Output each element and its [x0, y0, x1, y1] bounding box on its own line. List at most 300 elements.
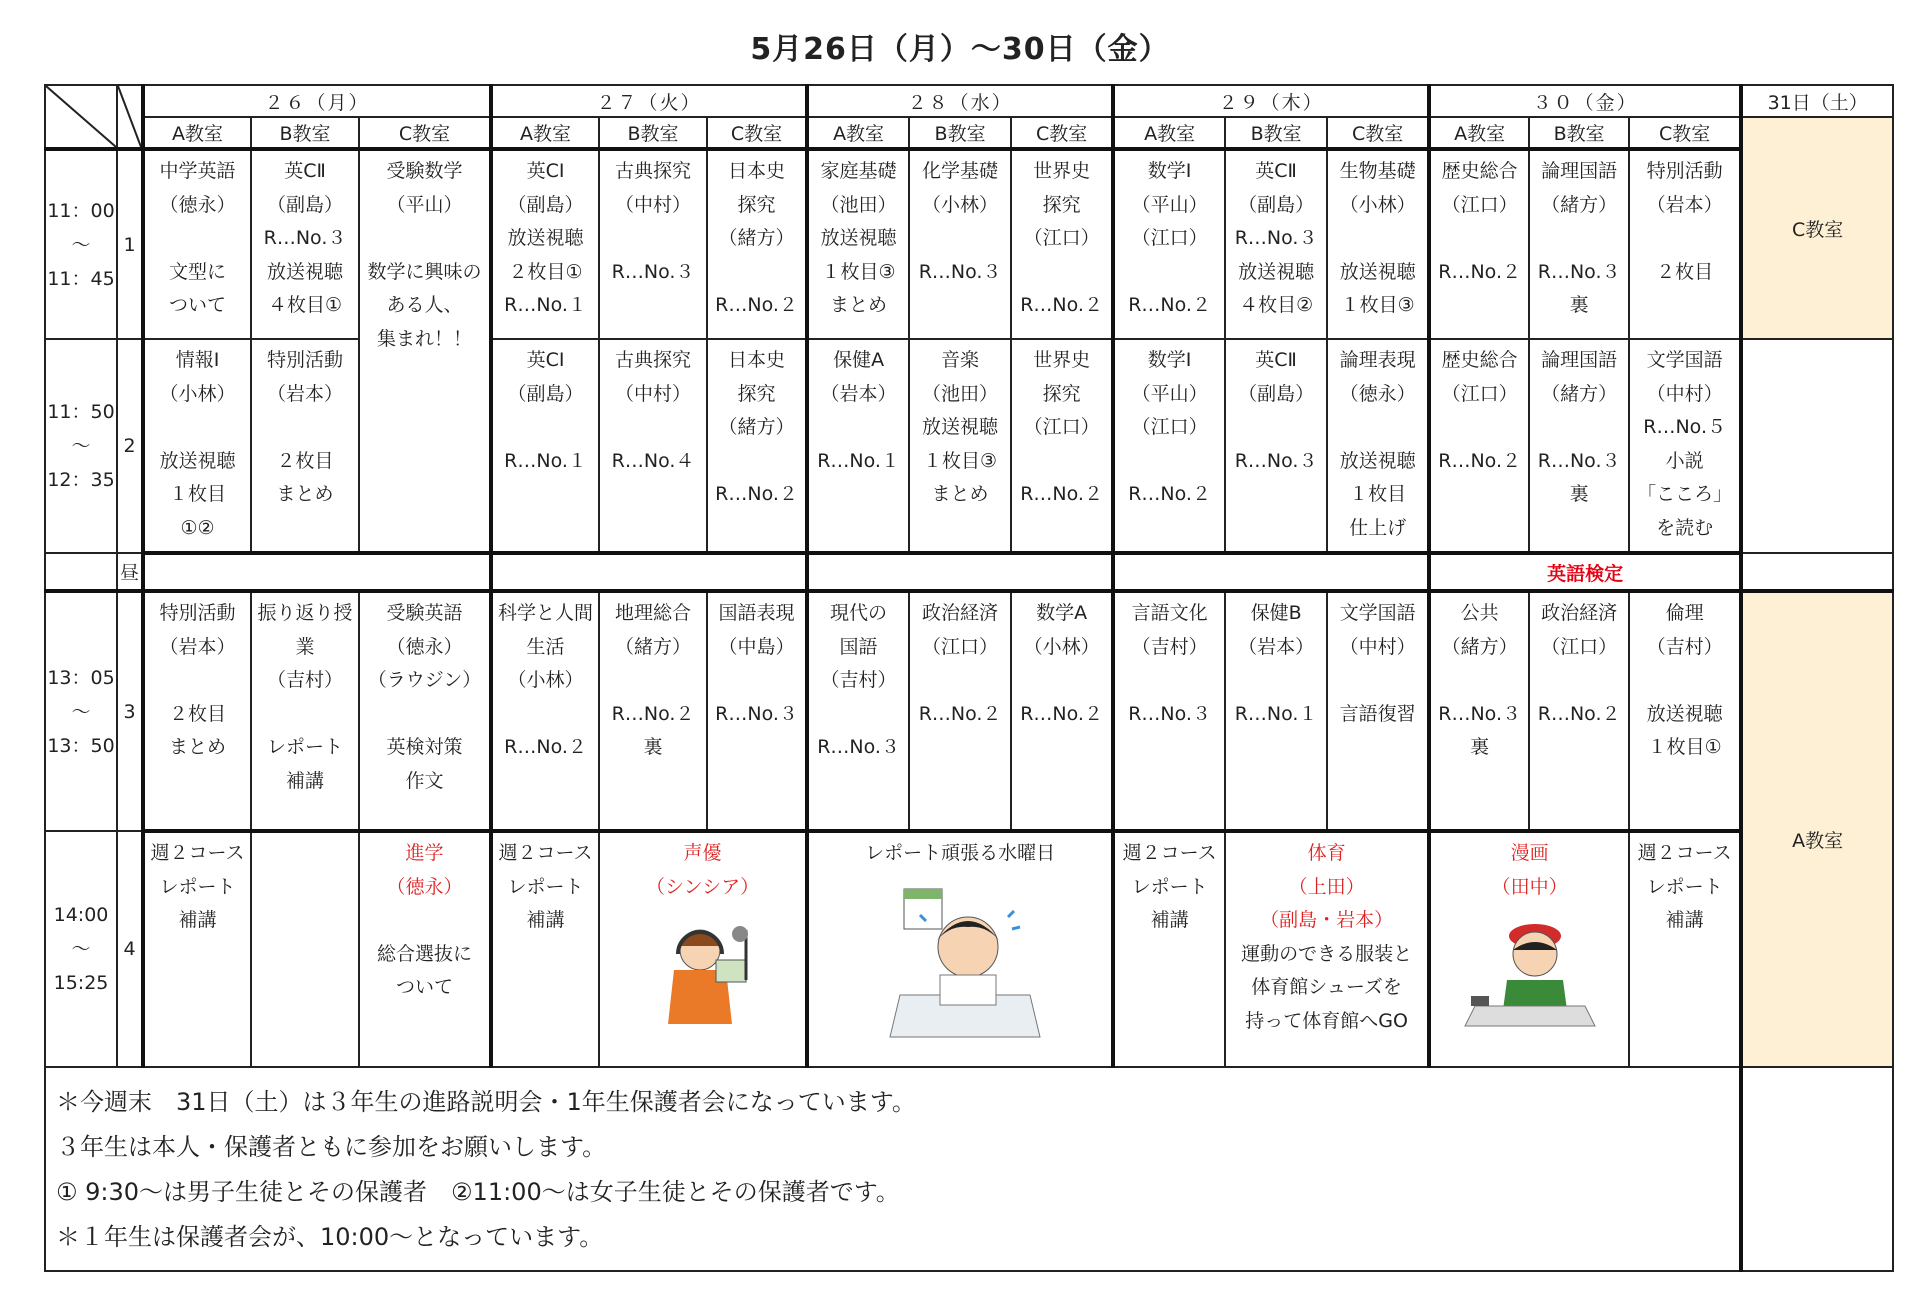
cell-line: ついて [396, 976, 454, 999]
cell-line: 倫理 [1665, 602, 1704, 624]
cell-line: 情報Ⅰ [175, 349, 220, 371]
cell-line: まとめ [931, 483, 989, 506]
cell-lines [1328, 151, 1427, 323]
class-cell-empty [251, 831, 359, 1067]
cell-line: ２枚目 [276, 449, 334, 472]
cell-line: R…No.２ [1537, 702, 1621, 725]
class-cell [1113, 591, 1225, 831]
class-cell [491, 339, 599, 553]
manga-cell [1429, 831, 1629, 1067]
cell-line: （上田） [1288, 875, 1365, 898]
time-line: 14:00 [53, 904, 109, 926]
cell-line [1530, 411, 1628, 445]
cell-line: （徳永） [386, 635, 463, 658]
cell-line: R…No.２ [1020, 294, 1103, 317]
class-cell [1629, 339, 1741, 553]
time-line: ～ [71, 700, 91, 723]
cell-line: 英CⅠ [526, 349, 565, 371]
diagonal-line [118, 86, 141, 147]
cell-line: R…No.１ [504, 449, 587, 472]
cell-line: （徳永） [159, 193, 236, 216]
cell-line: 探究 [1042, 382, 1081, 405]
cell-line: R…No.２ [1438, 260, 1521, 283]
lunch-time-blank [45, 553, 117, 591]
class-cell [1225, 591, 1327, 831]
cell-line: 化学基礎 [922, 160, 999, 182]
cell-line [600, 222, 706, 256]
cell-line: （緒方） [718, 416, 795, 439]
class-cell [599, 339, 707, 553]
sat-notes-blank [1741, 1067, 1893, 1271]
cell-line: 地理総合 [615, 602, 692, 624]
cell-line: （中村） [1339, 635, 1416, 658]
cell-lines [809, 151, 908, 323]
cell-line: 放送視聴 [266, 260, 343, 283]
cell-lines [1431, 593, 1528, 765]
cell-line: R…No.２ [715, 294, 798, 317]
cell-line: 放送視聴 [820, 227, 897, 250]
cell-line: 放送視聴 [1238, 260, 1315, 283]
day-header-mon: ２６（月） [143, 85, 491, 117]
cell-line: （江口） [1441, 382, 1518, 405]
cell-line: レポート [1131, 875, 1208, 898]
cell-line: 裏 [1569, 294, 1589, 317]
cell-line [1115, 256, 1224, 290]
cell-line: 運動のできる服装と [1241, 942, 1413, 965]
lunch-cell [491, 553, 807, 591]
cell-lines [1226, 340, 1326, 478]
cell-lines [708, 593, 805, 731]
note-line-2: ３年生は本人・保護者ともに参加をお願いします。 [56, 1133, 607, 1161]
cell-line: 保健B [1250, 602, 1302, 624]
cell-lines [493, 833, 598, 938]
cell-line: １枚目① [1647, 736, 1722, 759]
class-cell [1529, 339, 1629, 553]
cell-line: （小林） [1023, 635, 1100, 658]
cell-line: 文学国語 [1646, 349, 1723, 371]
room-header: B教室 [1225, 117, 1327, 149]
cell-line [910, 664, 1010, 698]
cell-lines [360, 593, 489, 799]
cell-line: まとめ [276, 483, 334, 506]
cell-line: （ラウジン） [367, 669, 482, 692]
note-line-1: ＊今週末 31日（土）は３年生の進路説明会・1年生保護者会になっています。 [56, 1088, 916, 1116]
cell-line: 日本史 [728, 160, 786, 182]
cell-lines [600, 833, 805, 904]
cell-line: （緒方） [1441, 635, 1518, 658]
cell-line: ２枚目① [508, 260, 583, 283]
class-cell [807, 591, 909, 831]
cell-lines [252, 151, 358, 323]
cell-line: R…No.２ [1128, 483, 1211, 506]
cell-lines [1431, 151, 1528, 289]
lunch-cell [143, 553, 491, 591]
note-line-3: ① 9:30～は男子生徒とその保護者 ②11:00～は女子生徒とその保護者です。 [56, 1178, 900, 1206]
cell-line: R…No.３ [1438, 702, 1521, 725]
class-cell [1629, 831, 1741, 1067]
time-line: ～ [71, 233, 91, 256]
cell-line: 公共 [1460, 602, 1499, 624]
cell-line: 科学と人間 [498, 602, 594, 624]
class-cell [1529, 149, 1629, 339]
class-cell [1429, 149, 1529, 339]
room-header: C教室 [359, 117, 491, 149]
class-cell [807, 149, 909, 339]
cell-line: 補講 [1150, 909, 1189, 932]
cell-lines [1115, 151, 1224, 323]
cell-line: R…No.２ [1438, 449, 1521, 472]
cell-line: （徳永） [1339, 382, 1416, 405]
cell-line: 文型に [168, 260, 226, 283]
cell-line: （副島） [266, 193, 343, 216]
cell-line: （副島） [507, 382, 584, 405]
cell-line: （岩本） [1646, 193, 1723, 216]
class-cell [1113, 339, 1225, 553]
lunch-cell [807, 553, 1113, 591]
cell-lines [600, 340, 706, 478]
cell-line: （副島） [507, 193, 584, 216]
cell-line: 古典探究 [615, 160, 692, 182]
studying-student-illustration [860, 877, 1060, 1047]
cell-line [360, 698, 489, 732]
cell-line: 国語 [839, 635, 878, 658]
cell-line: R…No.３ [263, 227, 347, 250]
cell-line: R…No.３ [918, 260, 1002, 283]
cell-line: 受験英語 [386, 602, 463, 624]
class-cell [491, 591, 599, 831]
cell-line: 放送視聴 [922, 416, 999, 439]
cell-lines [1630, 151, 1739, 289]
diagonal-line [46, 86, 116, 147]
cell-line: （吉村） [820, 669, 897, 692]
cell-line: 世界史 [1033, 160, 1091, 182]
cell-line: 生活 [526, 635, 565, 658]
cell-line: 文学国語 [1339, 602, 1416, 624]
voice-actor-illustration [628, 910, 778, 1026]
cell-line: 数学Ⅰ [1147, 160, 1192, 182]
cell-line: １枚目③ [923, 449, 998, 472]
cell-line: 放送視聴 [1646, 702, 1723, 725]
cell-line [1226, 664, 1326, 698]
cell-line: 仕上げ [1349, 516, 1407, 539]
cell-line [1328, 411, 1427, 445]
class-cell [909, 149, 1011, 339]
cell-line: 「こころ」 [1637, 483, 1733, 506]
cell-line: R…No.３ [715, 702, 798, 725]
cell-line [145, 411, 250, 445]
cell-lines [1226, 833, 1427, 1039]
cell-line [1431, 222, 1528, 256]
class-cell [251, 591, 359, 831]
note-line-4: ＊１年生は保護者会が、10:00～となっています。 [56, 1223, 604, 1251]
cell-line [1115, 445, 1224, 479]
cell-lines [1226, 151, 1326, 323]
cell-lines [910, 340, 1010, 512]
time-line: 13：05 [47, 666, 115, 689]
time-line: ～ [71, 435, 91, 457]
class-cell [143, 149, 251, 339]
cell-line [360, 222, 489, 256]
cell-line: （岩本） [159, 635, 236, 658]
time-line: 13：50 [47, 734, 115, 757]
day-header-fri: ３０（金） [1429, 85, 1741, 117]
cell-line: （吉村） [1646, 635, 1723, 658]
cell-line: 総合選抜に [377, 942, 473, 965]
cell-line: （中村） [615, 382, 692, 405]
cell-line [360, 904, 489, 938]
cell-line: 体育 [1307, 842, 1346, 864]
cell-lines [1530, 340, 1628, 512]
cell-line: ある人、 [386, 294, 463, 317]
cell-lines [1012, 151, 1111, 323]
period-number: 3 [117, 591, 143, 831]
class-cell [1327, 149, 1429, 339]
class-cell [1225, 339, 1327, 553]
cell-line: 歴史総合 [1441, 349, 1518, 371]
cell-lines [493, 151, 598, 323]
time-line: 11：50 [47, 401, 115, 423]
cell-line: 英CⅡ [1255, 160, 1297, 182]
cell-line: R…No.２ [1020, 702, 1103, 725]
cell-line: 家庭基礎 [820, 160, 897, 182]
sat-lunch-blank [1741, 553, 1893, 591]
cell-line: 音楽 [941, 349, 980, 371]
cell-line: 進学 [405, 842, 444, 864]
cell-line: まとめ [168, 736, 226, 759]
cell-line: 保健A [833, 349, 885, 371]
cell-line: 論理国語 [1541, 160, 1618, 182]
cell-line: 歴史総合 [1441, 160, 1518, 182]
cell-line: 補講 [178, 909, 217, 932]
cell-line: R…No.３ [817, 736, 900, 759]
cell-line: ２枚目 [1656, 260, 1714, 283]
cell-line: （江口） [1131, 416, 1208, 439]
period-time [45, 591, 117, 831]
class-cell [491, 831, 599, 1067]
cell-lines [1431, 833, 1628, 904]
cell-lines [1115, 833, 1224, 938]
cell-line: （徳永） [386, 875, 463, 898]
cell-line: （池田） [820, 193, 897, 216]
cell-line: R…No.３ [1537, 260, 1621, 283]
cell-line [1431, 411, 1528, 445]
cell-line: 小説 [1665, 449, 1704, 472]
cell-line: 英CⅠ [526, 160, 565, 182]
cell-line: R…No.１ [504, 294, 587, 317]
cell-lines [1012, 593, 1111, 731]
cell-line: 特別活動 [266, 349, 343, 371]
room-header: C教室 [1011, 117, 1113, 149]
cell-line: 裏 [1569, 483, 1589, 506]
cell-line: まとめ [830, 294, 888, 317]
cell-lines [360, 151, 489, 357]
cell-line: 探究 [737, 193, 776, 216]
class-cell [1011, 149, 1113, 339]
cell-line: 言語文化 [1131, 602, 1208, 624]
cell-line: 生物基礎 [1339, 160, 1416, 182]
day-header-tue: ２７（火） [491, 85, 807, 117]
cell-line: 週２コース [1637, 842, 1732, 864]
room-header: C教室 [707, 117, 807, 149]
cell-line: （副島・岩本） [1260, 909, 1394, 932]
cell-line: （岩本） [1238, 635, 1315, 658]
cell-line: 現代の [830, 602, 888, 624]
cell-line: 振り返り授 [257, 602, 353, 624]
cell-line: （岩本） [266, 382, 343, 405]
cell-lines [600, 151, 706, 289]
period-number: 2 [117, 339, 143, 553]
cell-line: 漫画 [1510, 842, 1549, 864]
cell-line: （江口） [1131, 227, 1208, 250]
cell-line: 古典探究 [615, 349, 692, 371]
cell-lines [145, 340, 250, 546]
class-cell [251, 339, 359, 553]
manga-artist-illustration [1455, 910, 1605, 1030]
cell-line: 政治経済 [922, 602, 999, 624]
period-time [45, 831, 117, 1067]
class-cell [491, 149, 599, 339]
cell-lines [1115, 340, 1224, 512]
cell-line [493, 698, 598, 732]
voice-acting-cell [599, 831, 807, 1067]
cell-line [809, 411, 908, 445]
class-cell [143, 339, 251, 553]
cell-line: （緒方） [1541, 382, 1618, 405]
class-cell [143, 591, 251, 831]
cell-line: １枚目 [168, 483, 226, 506]
cell-line: （江口） [1541, 635, 1618, 658]
time-line: 11：45 [47, 267, 115, 290]
cell-lines [493, 593, 598, 765]
cell-line: （岩本） [820, 382, 897, 405]
cell-line: 裏 [1470, 736, 1490, 759]
cell-line: 政治経済 [1541, 602, 1618, 624]
cell-line [145, 222, 250, 256]
cell-line: （平山） [386, 193, 463, 216]
class-cell [1327, 339, 1429, 553]
cell-line: 裏 [643, 736, 663, 759]
class-cell [359, 831, 491, 1067]
cell-line [493, 411, 598, 445]
cell-lines [1530, 151, 1628, 323]
cell-line: （緒方） [615, 635, 692, 658]
cell-line: （中村） [615, 193, 692, 216]
cell-line: 特別活動 [1646, 160, 1723, 182]
cell-line: 日本史 [728, 349, 786, 371]
cell-line: を読む [1656, 516, 1714, 539]
cell-lines [252, 593, 358, 799]
cell-line: ①② [180, 516, 215, 539]
class-cell [143, 831, 251, 1067]
cell-line: ４枚目① [267, 294, 343, 317]
day-header-sat: 31日（土） [1741, 85, 1893, 117]
cell-line: １枚目③ [1340, 294, 1415, 317]
class-cell [1629, 149, 1741, 339]
cell-line: 作文 [405, 769, 444, 792]
cell-lines [1115, 593, 1224, 731]
cell-line: 言語復習 [1339, 702, 1416, 725]
class-cell [251, 149, 359, 339]
class-cell [707, 339, 807, 553]
cell-line: R…No.３ [1128, 702, 1211, 725]
cell-line: ２枚目 [168, 702, 226, 725]
cell-line [252, 698, 358, 732]
class-cell [599, 591, 707, 831]
cell-lines [360, 833, 489, 1005]
cell-line [1226, 411, 1326, 445]
schedule-table [44, 84, 1894, 1272]
cell-lines [1328, 340, 1427, 546]
cell-line: レポート [507, 875, 584, 898]
cell-lines [493, 340, 598, 478]
cell-line: 補講 [1665, 909, 1704, 932]
cell-line: R…No.３ [1537, 449, 1621, 472]
cell-line [1630, 664, 1739, 698]
time-line: ～ [71, 938, 91, 960]
class-cell [909, 591, 1011, 831]
cell-line: 英検対策 [386, 736, 463, 759]
room-header: B教室 [251, 117, 359, 149]
cell-line: 補講 [526, 909, 565, 932]
room-header: C教室 [1327, 117, 1429, 149]
cell-line: ついて [168, 294, 226, 317]
sat-room-1: C教室 [1741, 117, 1893, 339]
cell-lines [809, 340, 908, 478]
lunch-label: 昼 [117, 553, 143, 591]
cell-lines [145, 593, 250, 765]
cell-line: （副島） [1238, 382, 1315, 405]
cell-line: R…No.２ [1020, 483, 1103, 506]
cell-line: 数学A [1036, 602, 1088, 624]
cell-line: 集まれ！！ [377, 327, 473, 350]
class-cell [1011, 591, 1113, 831]
cell-line: 探究 [1042, 193, 1081, 216]
cell-line: 放送視聴 [159, 449, 236, 472]
class-cell [1113, 149, 1225, 339]
cell-line: （田中） [1491, 875, 1568, 898]
cell-line: 英CⅡ [284, 160, 326, 182]
cell-line: レポート [159, 875, 236, 898]
class-cell [1429, 339, 1529, 553]
cell-line: R…No.２ [918, 702, 1002, 725]
cell-line: （平山） [1131, 193, 1208, 216]
room-header: B教室 [909, 117, 1011, 149]
cell-line: （小林） [507, 669, 584, 692]
cell-line: （吉村） [266, 669, 343, 692]
cell-line: （シンシア） [646, 875, 760, 898]
room-header: C教室 [1629, 117, 1741, 149]
cell-line [1115, 664, 1224, 698]
cell-line: R…No.２ [504, 736, 587, 759]
class-cell [909, 339, 1011, 553]
cell-lines [809, 833, 1111, 871]
cell-lines [145, 833, 250, 938]
cell-line: R…No.２ [1128, 294, 1211, 317]
cell-line [708, 256, 805, 290]
cell-line: 週２コース [150, 842, 245, 864]
cell-lines [1226, 593, 1326, 731]
room-header: A教室 [1113, 117, 1225, 149]
cell-line: 世界史 [1033, 349, 1091, 371]
cell-line: 国語表現 [718, 602, 795, 624]
cell-line: R…No.１ [1234, 702, 1318, 725]
cell-line: 放送視聴 [507, 227, 584, 250]
cell-line: ４枚目② [1239, 294, 1314, 317]
cell-lines [910, 151, 1010, 289]
cell-line: R…No.２ [611, 702, 695, 725]
cell-line: 放送視聴 [1339, 449, 1416, 472]
cell-line: R…No.３ [611, 260, 695, 283]
